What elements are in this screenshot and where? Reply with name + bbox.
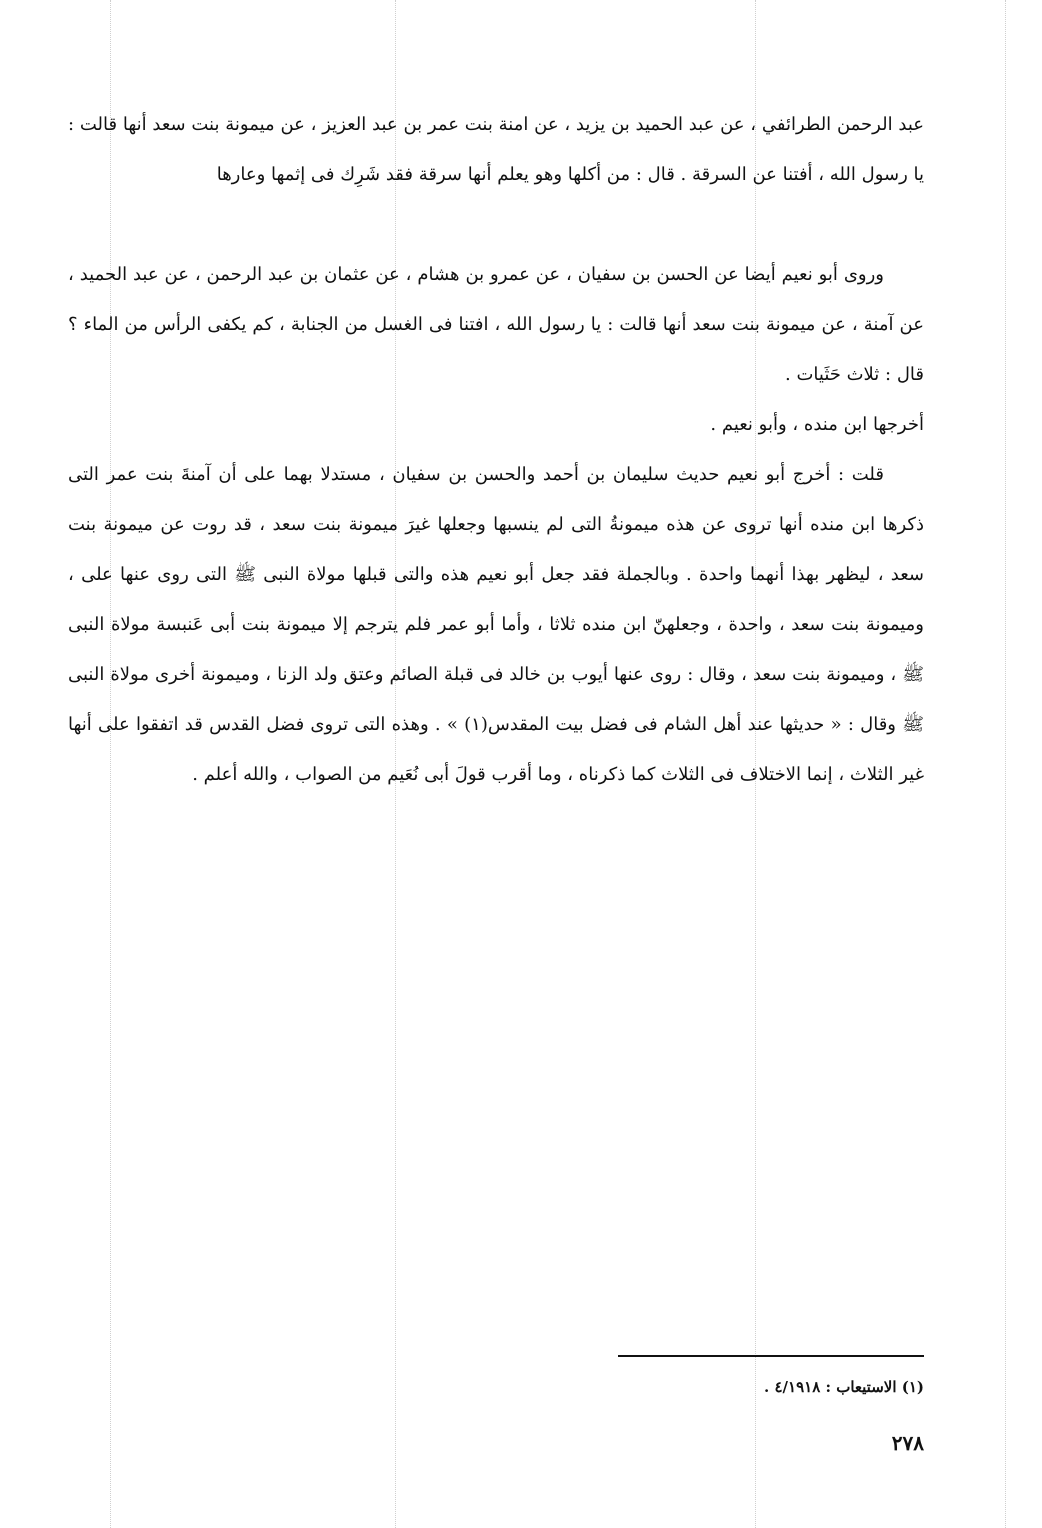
paragraph-3: أخرجها ابن منده ، وأبو نعيم . <box>710 414 924 435</box>
page-number: ٢٧٨ <box>891 1431 924 1455</box>
footnote: (١) الاستيعاب : ٤/١٩١٨ . <box>764 1378 924 1396</box>
paragraph-4: قلت : أخرج أبو نعيم حديث سليمان بن أحمد والحسن بن سفيان ، مستدلا بهما على أن آمنةَ بنت عمر التى ذكرها ابن منده أنها تروى عن هذه ميمونةُ التى لم ينسبها وجعلها غيرَ ميمونة بنت سعد ، قد روت عن ميمونة بنت سعد ، ليظهر بهذا أنهما واحدة . وبالجملة فقد جعل أبو نعيم هذه والتى قبلها مولاة النبى ﷺ التى روى عنها على ، وميمونة بنت سعد ، واحدة ، وجعلهنّ ابن منده ثلاثا ، وأما أبو عمر فلم يترجم إلا ميمونة بنت أبى عَنبسة مولاة النبى ﷺ ، وميمونة بنت سعد ، وقال : روى عنها أيوب بن خالد فى قبلة الصائم وعتق ولد الزنا ، وميمونة أخرى مولاة النبى ﷺ وقال : « حديثها عند أهل الشام فى فضل بيت المقدس(١) » . وهذه التى تروى فضل القدس قد اتفقوا على أنها غير الثلاث ، إنما الاختلاف فى الثلاث كما ذكرناه ، وما أقرب قولَ أبى نُعَيم من الصواب ، والله أعلم . <box>68 464 924 785</box>
page-body <box>68 100 924 800</box>
paragraph-2: وروى أبو نعيم أيضا عن الحسن بن سفيان ، عن عمرو بن هشام ، عن عثمان بن عبد الرحمن ، عن عبد الحميد ، عن آمنة ، عن ميمونة بنت سعد أنها قالت : يا رسول الله ، افتنا فى الغسل من الجنابة ، كم يكفى الرأس من الماء ؟ قال : ثلاث حَثَيات . <box>68 264 924 385</box>
paragraph-1: عبد الرحمن الطرائفي ، عن عبد الحميد بن يزيد ، عن امنة بنت عمر بن عبد العزيز ، عن ميمونة بنت سعد أنها قالت : يا رسول الله ، أفتنا عن السرقة . قال : من أكلها وهو يعلم أنها سرقة فقد شَرِك فى إثمها وعارها <box>68 114 924 185</box>
footnote-divider <box>618 1355 924 1357</box>
scan-guide-line <box>1005 0 1006 1528</box>
